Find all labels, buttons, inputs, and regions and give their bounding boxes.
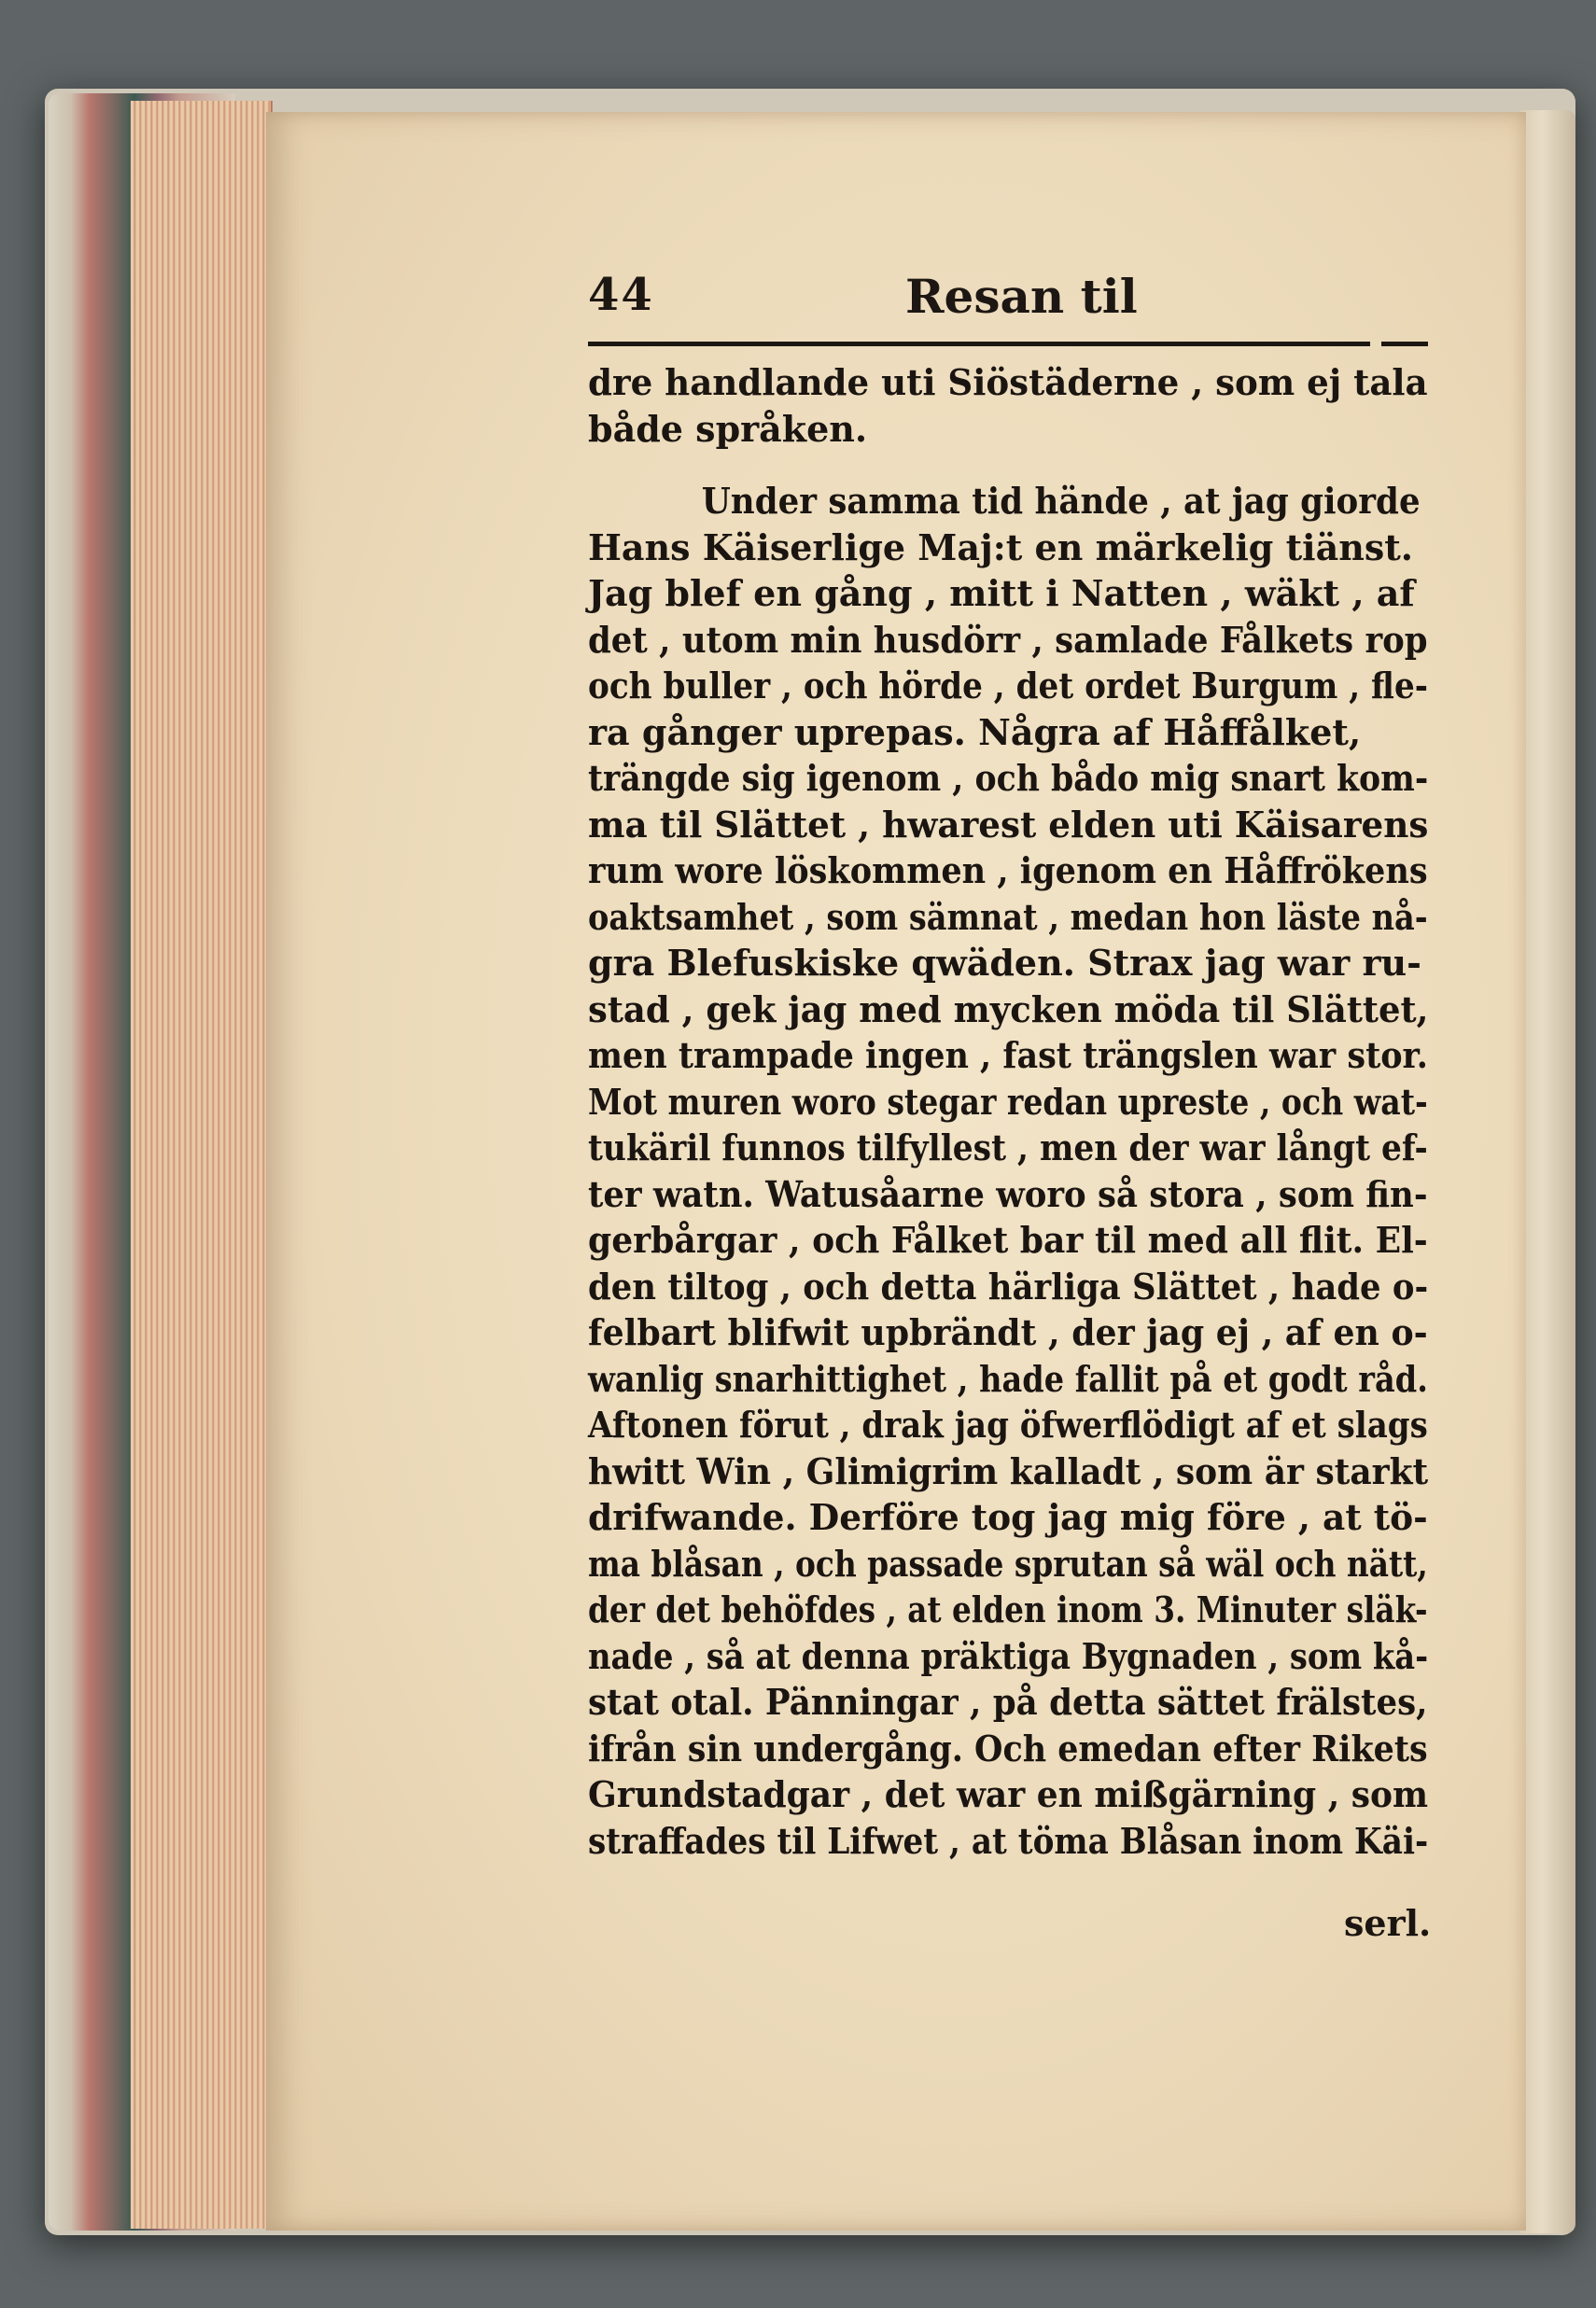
text-line: Under samma tid hände , at jag giorde: [701, 480, 1421, 522]
text-line: Grundstadgar , det war en mißgärning , som: [588, 1773, 1429, 1815]
text-line: ra gånger uprepas. Några af Håffålket,: [588, 710, 1362, 753]
text-line: ma til Slättet , hwarest elden uti Käisarens: [588, 803, 1429, 846]
text-line: ma blåsan , och passade sprutan så wäl och nätt,: [588, 1542, 1428, 1585]
text-line: ter watn. Watusåarne woro så stora , som fin-: [588, 1172, 1428, 1215]
text-line: Hans Käiserlige Maj:t en märkelig tiänst.: [588, 525, 1414, 568]
text-line: och buller , och hörde , det ordet Burgum , fle-: [588, 664, 1428, 706]
text-line: hwitt Win , Glimigrim kalladt , som är starkt: [588, 1449, 1429, 1492]
header-rule-gap: [1370, 340, 1381, 348]
text-line: tukäril funnos tilfyllest , men der war långt ef-: [588, 1126, 1428, 1168]
text-line: den tiltog , och detta härliga Slättet , hade o-: [588, 1265, 1429, 1308]
body-text: [588, 359, 1428, 1864]
text-line: straffades til Lifwet , at töma Blåsan inom Käi-: [588, 1819, 1429, 1862]
text-line: men trampade ingen , fast trängslen war stor.: [588, 1034, 1428, 1076]
text-line: gra Blefuskiske qwäden. Strax jag war ru-: [588, 942, 1421, 984]
text-line: oaktsamhet , som sämnat , medan hon läste nå-: [588, 895, 1428, 938]
text-line: både språken.: [588, 407, 868, 450]
text-line: ifrån sin undergång. Och emedan efter Rikets: [588, 1727, 1428, 1769]
text-line: der det behöfdes , at elden inom 3. Minuter släk-: [588, 1588, 1428, 1630]
catchword: serl.: [1344, 1902, 1432, 1944]
text-line: rum wore löskommen , igenom en Håffrökens: [588, 849, 1428, 891]
text-line: stat otal. Pänningar , på detta sättet frälstes,: [588, 1681, 1428, 1723]
text-line: det , utom min husdörr , samlade Fålkets rop: [588, 618, 1428, 661]
page-header: [588, 269, 1428, 325]
page-stack-edges: [131, 101, 273, 2229]
text-line: dre handlande uti Siöstäderne , som ej tala: [588, 361, 1428, 403]
book-right-edge: [1519, 110, 1575, 2233]
paragraph-gap: [588, 452, 1428, 478]
text-line: Jag blef en gång , mitt i Natten , wäkt , af: [588, 572, 1415, 614]
text-line: nade , så at denna präktiga Bygnaden , som kå-: [588, 1634, 1429, 1677]
text-line: trängde sig igenom , och bådo mig snart kom-: [588, 757, 1429, 799]
text-line: drifwande. Derföre tog jag mig före , at tö-: [588, 1496, 1428, 1538]
text-line: Mot muren woro stegar redan upreste , och wat-: [588, 1080, 1428, 1123]
text-line: felbart blifwit upbrändt , der jag ej , af en o-: [588, 1311, 1428, 1353]
text-line: wanlig snarhittighet , hade fallit på et godt råd.: [588, 1357, 1428, 1400]
page-number: 44: [588, 269, 654, 321]
text-line: Aftonen förut , drak jag öfwerflödigt af et slags: [588, 1404, 1428, 1446]
running-title: Resan til: [905, 269, 1138, 324]
header-rule: [588, 342, 1428, 346]
text-line: gerbårgar , och Fålket bar til med all flit. El-: [588, 1219, 1428, 1261]
text-line: stad , gek jag med mycken möda til Slättet,: [588, 987, 1429, 1030]
